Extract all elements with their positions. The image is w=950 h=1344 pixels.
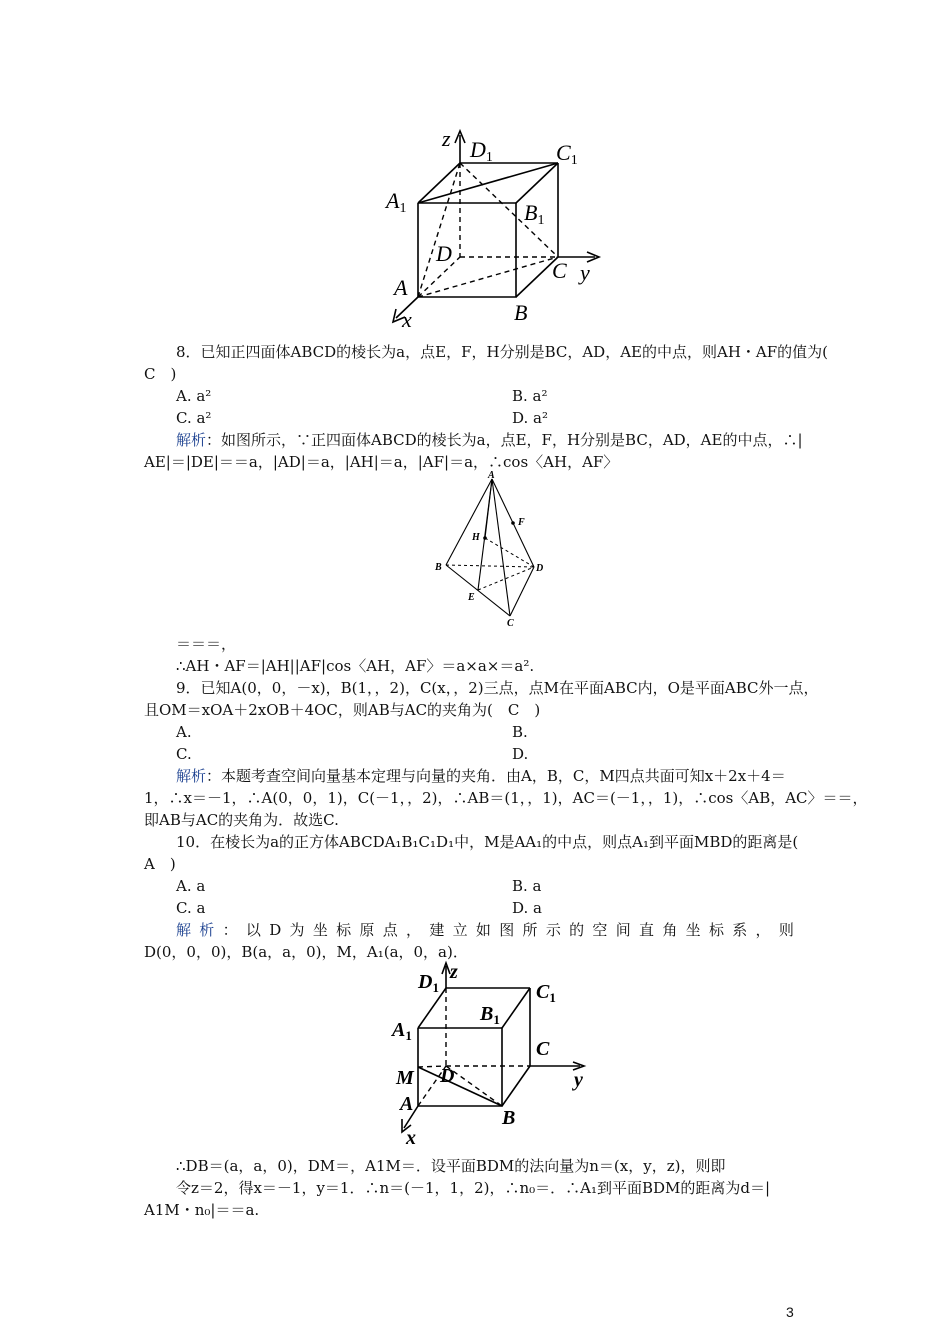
- q9-stem-line-1: 9．已知A(0，0，－x)，B(1，，2)，C(x，，2)三点，点M在平面ABC内，O是平面ABC外一点，: [176, 679, 819, 697]
- q10-solution-line-2: D(0，0，0)，B(a，a，0)，M，A₁(a，0，a)．: [144, 943, 468, 961]
- q10-stem-line-1: 10．在棱长为a的正方体ABCDA₁B₁C₁D₁中，M是AA₁的中点，则点A₁到平面MBD的距离是(: [176, 833, 799, 851]
- cube2-label-M: M: [396, 1067, 414, 1089]
- q9-option-a: A.: [176, 723, 192, 741]
- q9-solution-line-2: 1，∴x＝－1，∴A(0，0，1)，C(－1，，2)，∴AB＝(1，，1)，AC＝(－1，，1)，∴cos〈AB，AC〉＝＝，: [144, 789, 868, 807]
- tetra-label-E: E: [468, 592, 475, 603]
- q10-solution-line-5: A1M・n₀|＝＝a.: [144, 1201, 260, 1219]
- cube2-label-B: B: [502, 1107, 516, 1129]
- q10-solution-line-3: ∴DB＝(a，a，0)，DM＝，A1M＝．设平面BDM的法向量为n＝(x，y，z)，则即: [176, 1157, 726, 1175]
- tetra-label-F: F: [518, 517, 525, 528]
- cube2-label-A: A: [400, 1093, 414, 1115]
- cube2-axis-label-y: y: [574, 1069, 583, 1091]
- q10-option-c: C. a: [176, 899, 206, 917]
- tetrahedron-figure: [430, 470, 560, 630]
- tetra-label-C: C: [507, 618, 514, 629]
- vertex-label-B: B: [514, 300, 528, 325]
- vertex-label-A: A: [394, 275, 408, 300]
- q10-stem-line-2: A ): [144, 855, 176, 873]
- vertex-label-B1: B1: [524, 200, 545, 228]
- tetra-label-D: D: [536, 563, 544, 574]
- q8-solution-line-3: ＝＝＝，: [176, 635, 237, 653]
- q10-option-d: D. a: [512, 899, 542, 917]
- vertex-label-A1: A1: [386, 188, 407, 216]
- vertex-label-C1: C1: [556, 140, 578, 168]
- cube2-label-D: D: [440, 1065, 455, 1087]
- q8-solution-line-1: [176, 430, 803, 450]
- solution-label: 解析: [176, 921, 223, 939]
- q10-option-a: A. a: [176, 877, 206, 895]
- q10-option-b: B. a: [512, 877, 542, 895]
- q8-solution-text-1: ：如图所示，∵正四面体ABCD的棱长为a，点E，F，H分别是BC，AD，AE的中点，∴|: [206, 431, 803, 449]
- axis-label-x: x: [402, 307, 412, 330]
- page-number: 3: [786, 1304, 794, 1320]
- solution-label: 解析: [176, 767, 207, 785]
- cube-figure-2: [390, 958, 600, 1148]
- cube2-axis-label-x: x: [406, 1127, 416, 1148]
- q8-solution-line-2: AE|＝|DE|＝＝a，|AD|＝a，|AH|＝a，|AF|＝a，∴cos〈AH，AF〉: [144, 453, 619, 471]
- tetra-label-B: B: [435, 562, 442, 573]
- q10-solution-text-1: ：以D为坐标原点，建立如图所示的空间直角坐标系，则: [222, 921, 803, 939]
- q10-solution-line-1: [176, 920, 802, 940]
- cube2-axis-label-z: z: [450, 961, 458, 983]
- q8-stem-line-1: 8．已知正四面体ABCD的棱长为a，点E，F，H分别是BC，AD，AE的中点，则AH・AF的值为(: [176, 343, 828, 361]
- tetra-label-H: H: [472, 532, 480, 543]
- q9-solution-line-1: [176, 766, 786, 786]
- q8-option-a: A. a²: [176, 387, 212, 405]
- axis-label-z: z: [442, 126, 451, 151]
- q8-option-c: C. a²: [176, 409, 212, 427]
- cube2-label-C: C: [536, 1038, 550, 1060]
- q8-option-d: D. a²: [512, 409, 548, 427]
- cube2-label-B1: $B_1$: [480, 1003, 500, 1027]
- vertex-label-C: C: [552, 258, 567, 283]
- cube2-label-D1: $D_1$: [418, 971, 439, 995]
- axis-label-y: y: [580, 260, 590, 285]
- q9-option-c: C.: [176, 745, 192, 763]
- vertex-label-D: D: [436, 241, 452, 266]
- q9-option-d: D.: [512, 745, 529, 763]
- q8-stem-line-2: C ): [144, 365, 177, 383]
- q9-solution-text-1: ：本题考查空间向量基本定理与向量的夹角．由A，B，C，M四点共面可知x＋2x＋4＝: [206, 767, 786, 785]
- q10-solution-line-4: 令z＝2，得x＝－1，y＝1．∴n＝(－1，1，2)，∴n₀＝．∴A₁到平面BDM的距离为d＝|: [176, 1179, 771, 1197]
- cube-figure-1: [380, 125, 610, 330]
- q8-option-b: B. a²: [512, 387, 548, 405]
- q9-stem-line-2: 且OM＝xOA＋2xOB＋4OC，则AB与AC的夹角为( C ): [144, 701, 541, 719]
- vertex-label-D1: D1: [470, 137, 493, 165]
- tetra-label-A: A: [488, 470, 495, 481]
- q9-option-b: B.: [512, 723, 528, 741]
- cube2-label-C1: $C_1$: [536, 981, 556, 1005]
- q8-solution-line-4: ∴AH・AF＝|AH||AF|cos〈AH，AF〉＝a×a×＝a².: [176, 657, 535, 675]
- solution-label: 解析: [176, 431, 207, 449]
- cube2-label-A1: $A_1$: [392, 1019, 412, 1043]
- q9-solution-line-3: 即AB与AC的夹角为．故选C.: [144, 811, 339, 829]
